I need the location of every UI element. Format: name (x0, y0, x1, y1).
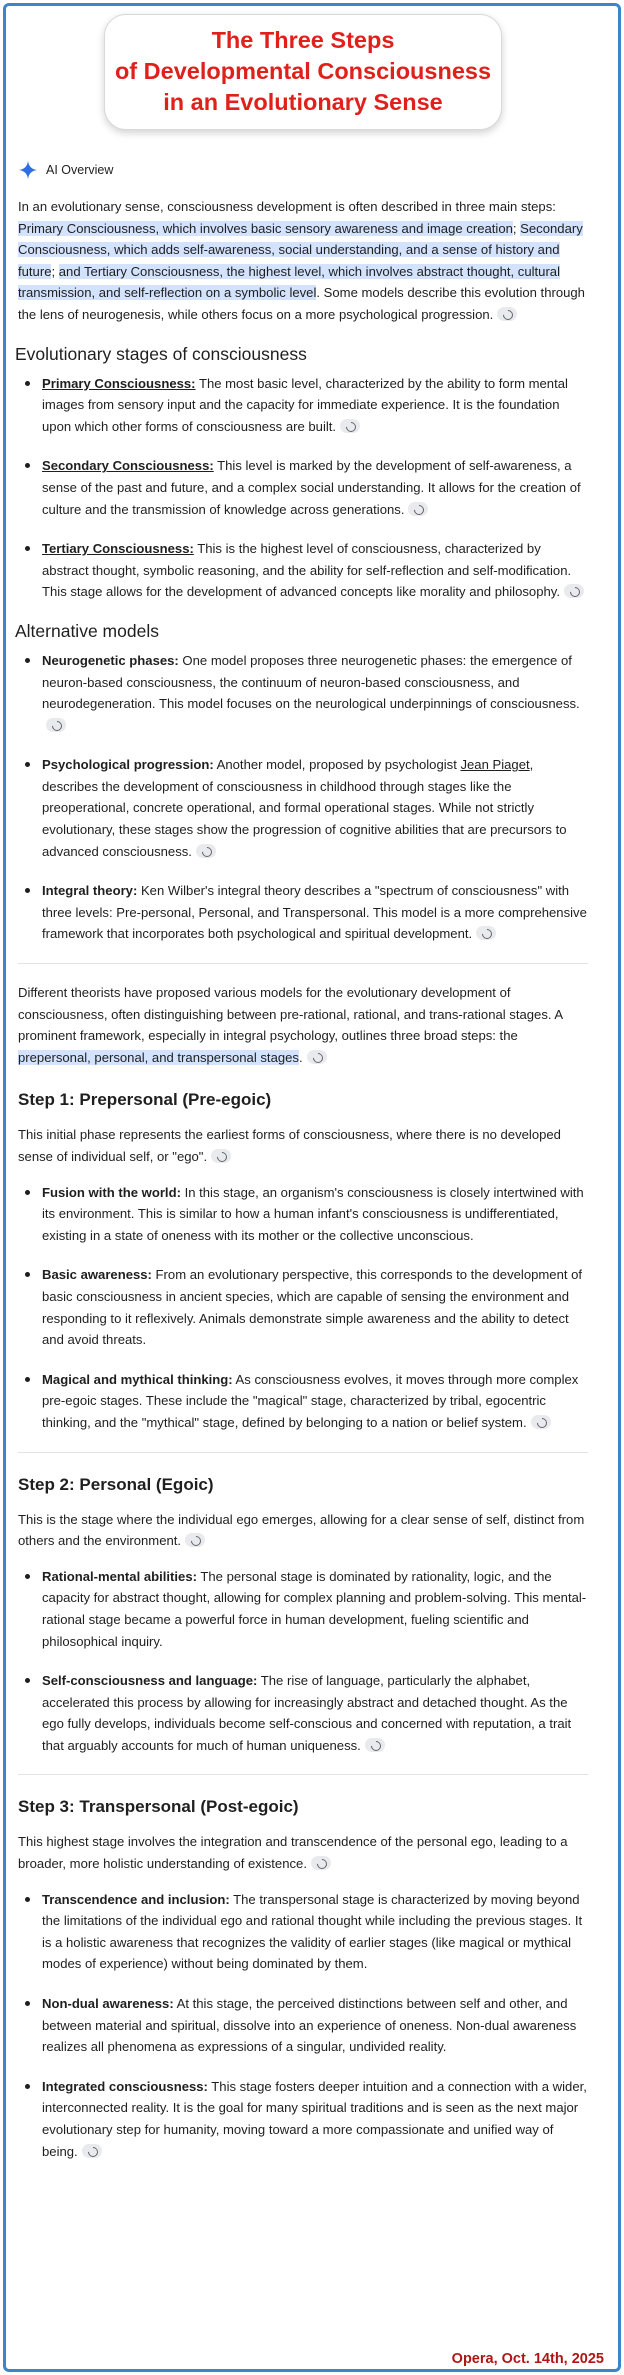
step3-heading: Step 3: Transpersonal (Post-egoic) (18, 1797, 299, 1817)
divider (18, 1774, 588, 1775)
list-text: One model proposes three neurogenetic phases: the emergence of neuron-based consciousness, the continuum of neuron-based consciousness, and neurodegeneration. This model focuses on the neurological underpinnings of consciousness. (42, 652, 580, 712)
list-text: The rise of language, particularly the alphabet, accelerated this process by allowing for increasingly abstract and detached thought. As the ego fully develops, individuals become self-conscious and concerned with reputation, a trait that arguably accounts for much of human uniqueness. (42, 1673, 572, 1753)
link-icon[interactable] (408, 502, 428, 516)
intro-text: . Some models describe this evolution through the lens of neurogenesis, while others focus on a more psychological progression. (18, 285, 585, 322)
title-card (104, 14, 502, 130)
list-text: From an evolutionary perspective, this corresponds to the development of basic consciousness in ancient species, which are capable of sensing the environment and responding to it reflexively. Animals demonstrate simple awareness and the ability to detect and avoid threats. (42, 1267, 583, 1348)
list-term: Primary Consciousness: (42, 375, 196, 391)
list-item (22, 1566, 588, 1652)
step2-heading: Step 2: Personal (Egoic) (18, 1474, 214, 1494)
list-term: Tertiary Consciousness: (42, 541, 194, 557)
step3-intro (18, 1831, 588, 1874)
list-item (22, 1369, 588, 1434)
intro-text: In an evolutionary sense, consciousness development is often described in three main steps: (18, 199, 556, 214)
step1-intro (18, 1124, 588, 1167)
part2-text: . (298, 1049, 303, 1065)
step1-intro-text: This initial phase represents the earliest forms of consciousness, where there is no developed sense of individual self, or "ego". (18, 1127, 561, 1164)
list-term: Self-consciousness and language: (42, 1673, 258, 1689)
ai-overview-label: AI Overview (46, 163, 114, 177)
link-icon[interactable] (497, 307, 517, 321)
list-item (22, 1182, 588, 1247)
link-icon[interactable] (46, 718, 66, 732)
stages-list (22, 373, 588, 603)
list-text: This stage fosters deeper intuition and a connection with a wider, interconnected reality. It is the goal for many spiritual traditions and is seen as the next major evolutionary step for humanity, moving toward a more compassionate and unified way of being. (42, 2078, 587, 2159)
link-icon[interactable] (211, 1149, 231, 1163)
list-item (22, 373, 588, 438)
link-icon[interactable] (185, 1533, 205, 1547)
highlight-primary[interactable]: Primary Consciousness, which involves basic sensory awareness and image creation (18, 220, 513, 236)
intro-sep: ; (512, 220, 521, 236)
list-text: As consciousness evolves, it moves through more complex pre-egoic stages. These include the "magical" stage, characterized by tribal, egocentric thinking, and the "mythical" stage, defined by belonging to a nation or belief system. (42, 1371, 579, 1430)
list-term: Transcendence and inclusion: (42, 1891, 230, 1907)
divider (18, 963, 588, 964)
step1-list (22, 1182, 588, 1434)
list-term: Non-dual awareness: (42, 1996, 174, 2012)
link-icon[interactable] (340, 419, 360, 433)
list-term: Basic awareness: (42, 1267, 152, 1283)
list-text: This is the highest level of consciousness, characterized by abstract thought, symbolic reasoning, and the ability for self-reflection and self-modification. This stage allows for the development of advanced concepts like morality and philosophy. (42, 541, 572, 600)
highlight-three-stages[interactable]: prepersonal, personal, and transpersonal stages (18, 1049, 299, 1065)
step2-list (22, 1566, 588, 1757)
list-term: Fusion with the world: (42, 1184, 181, 1200)
list-item (22, 880, 588, 945)
link-icon[interactable] (564, 584, 584, 598)
link-icon[interactable] (307, 1050, 327, 1064)
part2-intro-paragraph (18, 982, 588, 1068)
link-icon[interactable] (196, 844, 216, 858)
title-line-1: The Three Steps (211, 27, 395, 53)
step3-intro-text: This highest stage involves the integration and transcendence of the personal ego, leading to a broader, more holistic understanding of existence. (18, 1834, 568, 1872)
link-icon[interactable] (531, 1415, 551, 1429)
stages-heading: Evolutionary stages of consciousness (15, 343, 307, 364)
list-term: Integrated consciousness: (42, 2078, 208, 2094)
link-icon[interactable] (365, 1738, 385, 1752)
title-line-3: in an Evolutionary Sense (163, 89, 443, 115)
title-line-2: of Developmental Consciousness (114, 58, 492, 84)
list-text: The transpersonal stage is characterized by moving beyond the limitations of the individual ego and rational thought while including the previous stages. It is a holistic awareness that recognizes the validity of earlier stages (like magical or mythical modes of experience) without being dominated by them. (42, 1891, 583, 1972)
highlight-secondary[interactable]: Secondary Consciousness, which adds self-awareness, social understanding, and a sense of history and future (18, 220, 583, 279)
intro-sep: ; (51, 263, 59, 279)
intro-paragraph (18, 196, 588, 326)
jean-piaget-link[interactable]: Jean Piaget (460, 757, 530, 773)
list-term: Rational-mental abilities: (42, 1568, 197, 1584)
highlight-tertiary[interactable]: and Tertiary Consciousness, the highest level, which involves abstract thought, cultural transmission, and self-reflection on a symbolic level (18, 263, 560, 301)
divider (18, 1452, 588, 1453)
step2-intro-text: This is the stage where the individual ego emerges, allowing for a clear sense of self, distinct from others and the environment. (18, 1511, 585, 1549)
footer-stamp: Opera, Oct. 14th, 2025 (451, 2351, 604, 2367)
list-item (22, 1993, 588, 2058)
list-item (22, 455, 588, 520)
list-text: In this stage, an organism's consciousness is closely intertwined with its environment. This is similar to how a human infant's consciousness is undifferentiated, existing in a state of oneness with its mother or the collective unconscious. (42, 1184, 584, 1243)
link-icon[interactable] (476, 926, 496, 940)
list-item (22, 1889, 588, 1975)
list-term: Integral theory: (42, 883, 138, 899)
list-item (22, 754, 588, 862)
list-text: , describes the development of consciousness in childhood through stages like the preoperational, concrete operational, and formal operational stages. While not strictly evolutionary, these stages show the progression of cognitive abilities that are precursors to advanced consciousness. (42, 757, 567, 859)
list-term: Neurogenetic phases: (42, 652, 179, 668)
link-icon[interactable] (311, 1856, 331, 1870)
list-text: This level is marked by the development of self-awareness, a sense of the past and future, and a complex social understanding. It allows for the creation of culture and the transmission of knowledge across generations. (42, 458, 581, 517)
step2-intro (18, 1509, 588, 1552)
list-term: Psychological progression: (42, 757, 214, 773)
list-term: Secondary Consciousness: (42, 458, 214, 474)
step1-heading: Step 1: Prepersonal (Pre-egoic) (18, 1090, 272, 1110)
ai-overview-header (18, 160, 113, 180)
list-item (22, 1264, 588, 1350)
overview-content (15, 196, 588, 2180)
list-item (22, 538, 588, 603)
sparkle-icon (18, 160, 38, 180)
part2-text: Different theorists have proposed various models for the evolutionary development of consciousness, often distinguishing between pre-rational, rational, and trans-rational stages. A prominent framework, especially in integral psychology, outlines three broad steps: the (18, 985, 563, 1044)
list-text: At this stage, the perceived distinctions between self and other, and between material and spiritual, dissolve into an experience of oneness. Non-dual awareness realizes all phenomena as expressions of a singular, undivided reality. (42, 1996, 577, 2055)
list-text: Another model, proposed by psychologist (213, 757, 461, 773)
list-item (22, 650, 588, 736)
alternative-models-list (22, 650, 588, 945)
step3-list (22, 1889, 588, 2163)
list-item (22, 1670, 588, 1756)
list-term: Magical and mythical thinking: (42, 1371, 233, 1387)
list-text: The most basic level, characterized by the ability to form mental images from sensory input and the capacity for immediate experience. It is the foundation upon which other forms of consciousness are built. (42, 375, 568, 434)
alternative-models-heading: Alternative models (15, 620, 159, 641)
list-text: Ken Wilber's integral theory describes a "spectrum of consciousness" with three levels: Pre-personal, Personal, and Transpersonal. This model is a more comprehensive framework that incorporates both psychological and spiritual development. (42, 883, 587, 942)
link-icon[interactable] (82, 2144, 102, 2158)
list-item (22, 2076, 588, 2162)
list-text: The personal stage is dominated by rationality, logic, and the capacity for abstract thought, allowing for complex planning and problem-solving. This mental-rational stage became a powerful force in human development, fueling scientific and philosophical inquiry. (42, 1568, 587, 1649)
